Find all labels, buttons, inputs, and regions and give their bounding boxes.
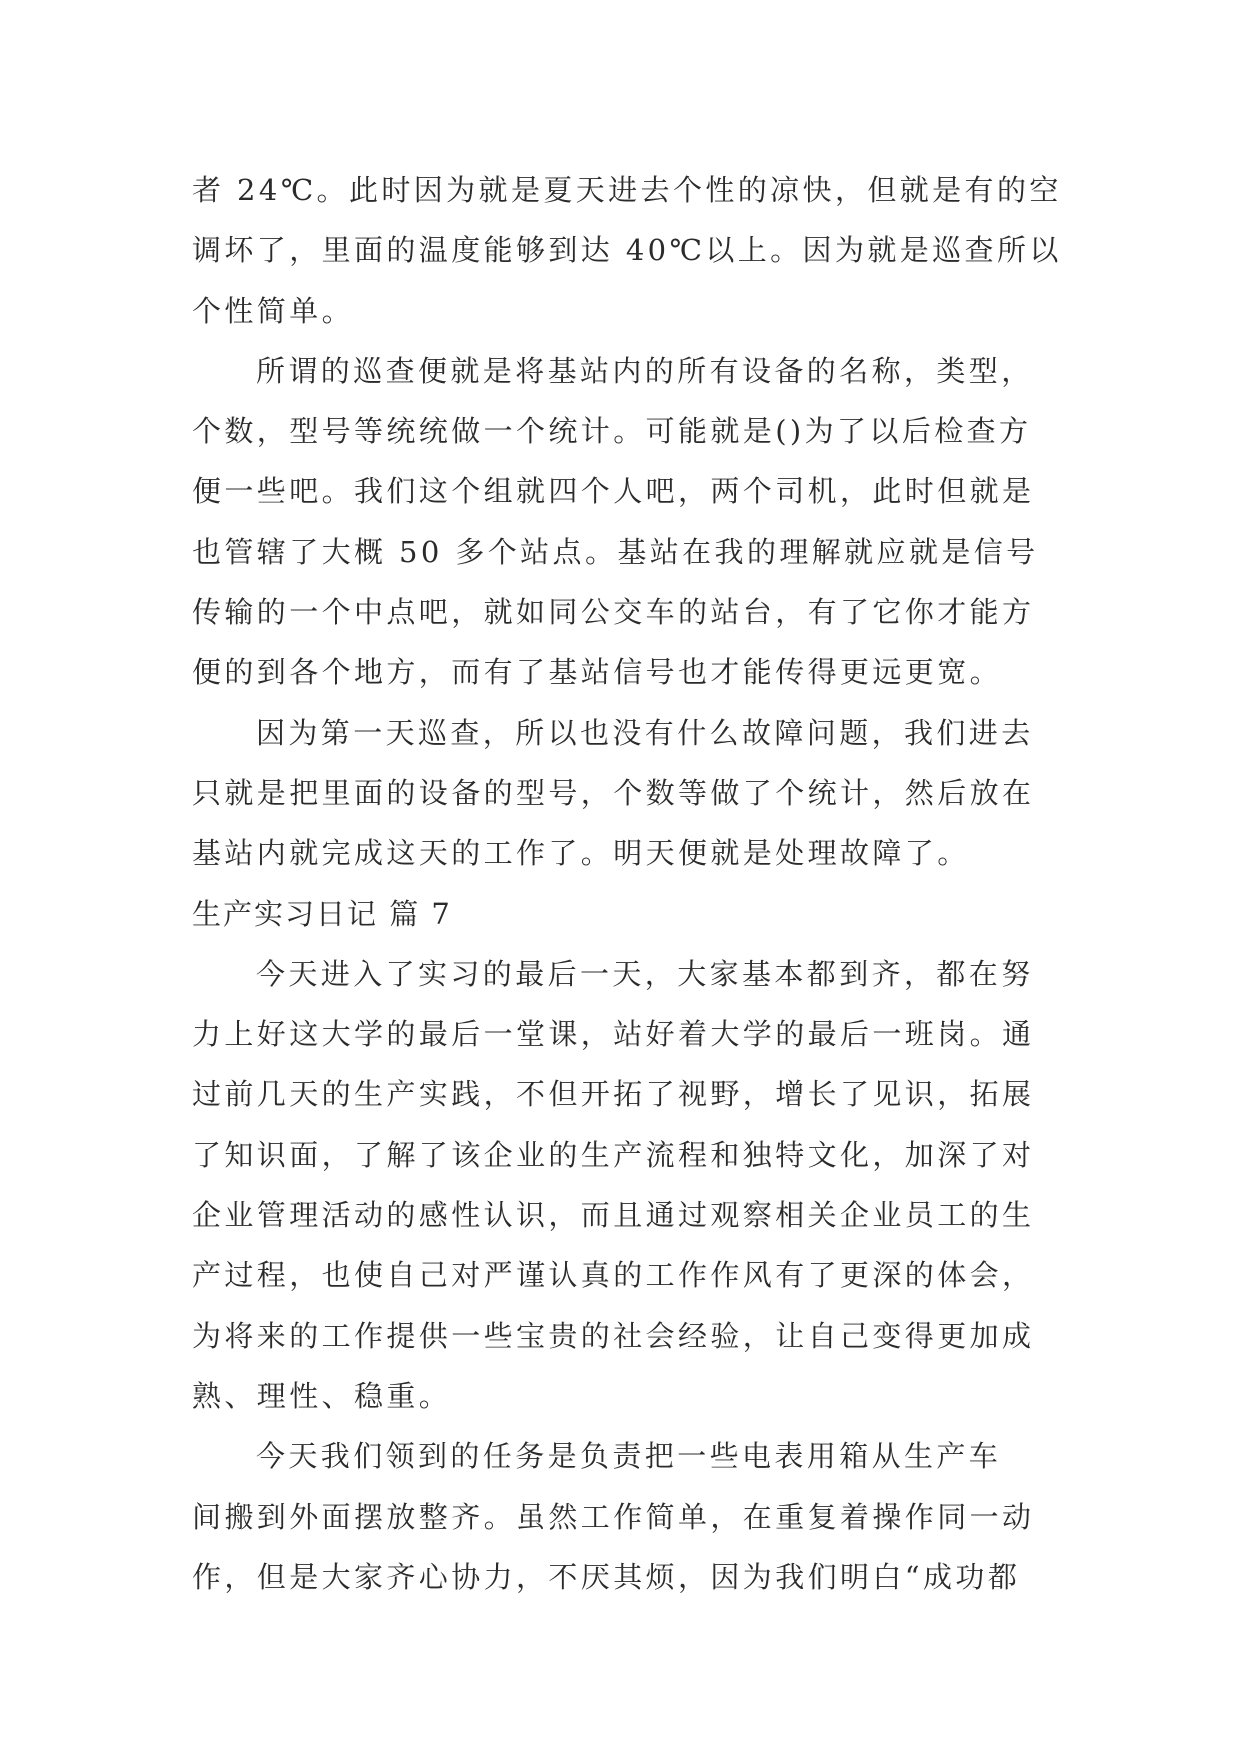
text-line: 基站内就完成这天的工作了。明天便就是处理故障了。 [192,836,970,871]
text-line: 为将来的工作提供一些宝贵的社会经验，让自己变得更加成 [192,1318,1035,1353]
section-heading: 生产实习日记 篇 7 [192,896,452,931]
text-line: 传输的一个中点吧，就如同公交车的站台，有了它你才能方 [192,595,1035,630]
text-line: 今天我们领到的任务是负责把一些电表用箱从生产车 [256,1439,1002,1474]
text-line: 过前几天的生产实践，不但开拓了视野，增长了见识，拓展 [192,1077,1035,1112]
text-line: 便一些吧。我们这个组就四个人吧，两个司机，此时但就是 [192,474,1035,509]
text-line: 便的到各个地方，而有了基站信号也才能传得更远更宽。 [192,655,1003,690]
document-body [192,160,1062,1607]
text-line: 所谓的巡查便就是将基站内的所有设备的名称，类型， [256,353,1034,388]
text-line: 个数，型号等统统做一个统计。可能就是()为了以后检查方 [192,414,1032,449]
text-line: 因为第一天巡查，所以也没有什么故障问题，我们进去 [256,715,1034,750]
text-line: 调坏了，里面的温度能够到达 40℃以上。因为就是巡查所以 [192,233,1062,268]
text-line: 了知识面，了解了该企业的生产流程和独特文化，加深了对 [192,1137,1035,1172]
text-line: 产过程，也使自己对严谨认真的工作作风有了更深的体会， [192,1258,1035,1293]
text-line: 间搬到外面摆放整齐。虽然工作简单，在重复着操作同一动 [192,1499,1035,1534]
text-line: 今天进入了实习的最后一天，大家基本都到齐，都在努 [256,956,1034,991]
text-line: 力上好这大学的最后一堂课，站好着大学的最后一班岗。通 [192,1017,1035,1052]
text-line: 作，但是大家齐心协力，不厌其烦，因为我们明白“成功都 [192,1559,1021,1594]
text-line: 个性简单。 [192,293,355,328]
text-line: 者 24℃。此时因为就是夏天进去个性的凉快，但就是有的空 [192,173,1062,207]
text-line: 只就是把里面的设备的型号，个数等做了个统计，然后放在 [192,775,1035,810]
text-line: 熟、理性、稳重。 [192,1378,452,1413]
text-line: 也管辖了大概 50 多个站点。基站在我的理解就应就是信号 [192,534,1039,569]
text-line: 企业管理活动的感性认识，而且通过观察相关企业员工的生 [192,1198,1035,1233]
